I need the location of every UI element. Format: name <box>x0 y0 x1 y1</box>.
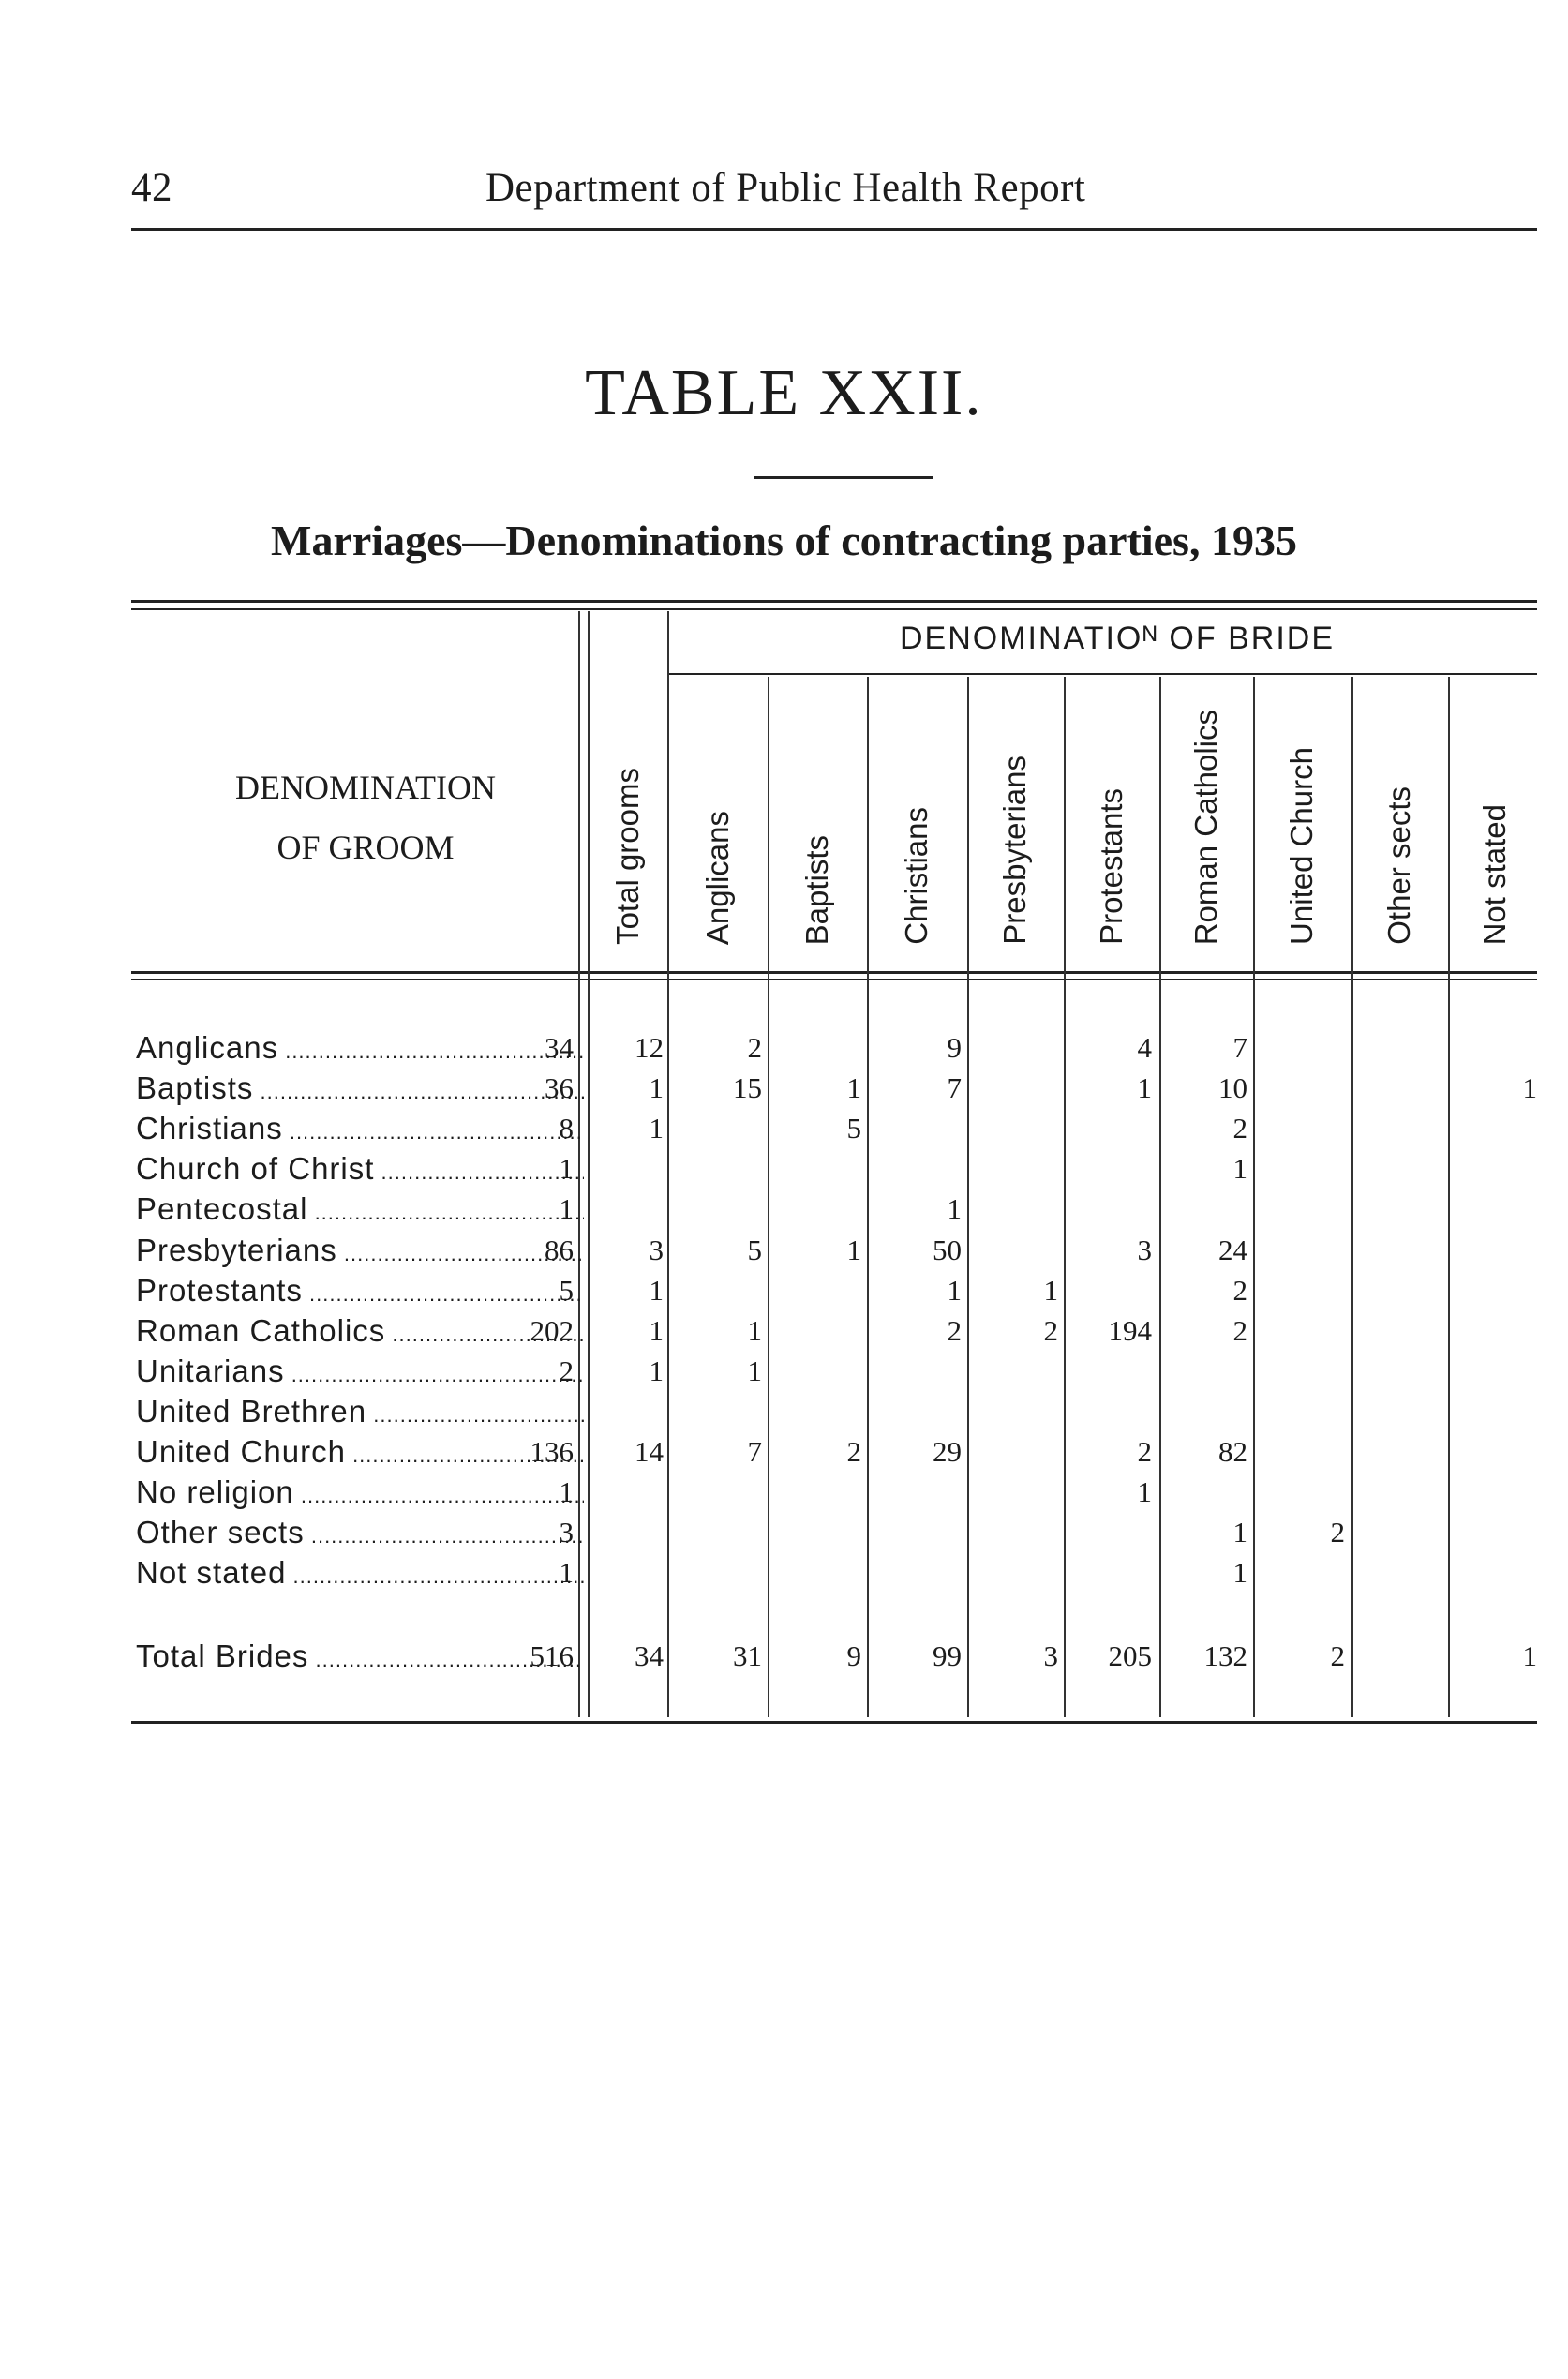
table-cell: 15 <box>733 1071 762 1104</box>
table-cell: 2 <box>1137 1435 1152 1468</box>
table-cell: 2 <box>1232 1314 1247 1347</box>
table-row <box>0 1027 1568 1069</box>
table-cell <box>1163 1351 1247 1392</box>
table-cell <box>1453 1148 1537 1190</box>
table-cell <box>974 1472 1058 1513</box>
table-cell <box>1261 1148 1345 1190</box>
table-cell: 516 <box>530 1639 574 1672</box>
table-cell: 99 <box>933 1639 962 1672</box>
table-cell <box>974 1189 1058 1230</box>
table-cell: 5 <box>846 1112 861 1145</box>
table-cell: 2 <box>1330 1516 1345 1549</box>
table-cell <box>974 1512 1058 1553</box>
table-cell <box>1068 1108 1152 1149</box>
row-label: Protestants ..... <box>136 1270 584 1311</box>
table-cell <box>1453 1270 1537 1311</box>
table-cell: 1 <box>1137 1475 1152 1508</box>
table-cell: 194 <box>1108 1314 1152 1347</box>
table-row <box>0 1189 1568 1230</box>
table-row <box>0 1148 1568 1190</box>
table-cell <box>877 1108 962 1149</box>
table-cell <box>1261 1472 1345 1513</box>
table-cell: 7 <box>947 1071 962 1104</box>
table-cell <box>877 1391 962 1432</box>
table-cell <box>777 1351 861 1392</box>
table-cell <box>1453 1552 1537 1593</box>
table-row <box>0 1108 1568 1149</box>
row-label: Presbyterians ..... <box>136 1230 584 1271</box>
table-cell <box>678 1108 762 1149</box>
row-label: Other sects ..... <box>136 1512 584 1553</box>
table-row <box>0 1512 1568 1553</box>
table-cell <box>678 1270 762 1311</box>
column-header-label: Anglicans <box>700 810 735 945</box>
bride-header-rule <box>669 673 1537 675</box>
table-cell <box>877 1512 962 1553</box>
table-row <box>0 1351 1568 1392</box>
table-cell: 1 <box>559 1556 574 1589</box>
table-cell <box>877 1351 962 1392</box>
table-cell <box>1068 1512 1152 1553</box>
column-header-label: Christians <box>899 807 933 945</box>
table-cell: 5 <box>559 1274 574 1307</box>
table-cell <box>974 1027 1058 1069</box>
column-header-label: Other sects <box>1381 786 1416 945</box>
column-header-label: Presbyterians <box>997 756 1032 945</box>
column-header-baptists <box>770 835 864 945</box>
table-row <box>0 1552 1568 1593</box>
row-label: Pentecostal ..... <box>136 1189 584 1230</box>
table-cell <box>1068 1270 1152 1311</box>
table-cell: 1 <box>559 1152 574 1185</box>
row-label: Not stated ..... <box>136 1552 584 1593</box>
table-cell: 9 <box>846 1639 861 1672</box>
column-header-other-sects <box>1352 786 1446 945</box>
table-cell <box>579 1472 664 1513</box>
table-cell: 2 <box>947 1314 962 1347</box>
row-label: United Brethren ..... <box>136 1391 584 1432</box>
table-cell <box>1261 1310 1345 1352</box>
table-cell <box>1261 1108 1345 1149</box>
table-cell: 136 <box>530 1435 574 1468</box>
table-cell: 1 <box>1137 1071 1152 1104</box>
row-label: Christians ..... <box>136 1108 584 1149</box>
table-cell <box>579 1512 664 1553</box>
row-label: Total Brides ..... <box>136 1636 584 1677</box>
table-cell <box>974 1351 1058 1392</box>
table-cell <box>1453 1108 1537 1149</box>
table-cell: 1 <box>1043 1274 1058 1307</box>
table-cell <box>1453 1512 1537 1553</box>
table-bottom-rule <box>131 1721 1537 1724</box>
column-header-protestants <box>1065 788 1158 945</box>
table-cell <box>1453 1472 1537 1513</box>
table-cell: 2 <box>559 1354 574 1387</box>
table-cell: 2 <box>1043 1314 1058 1347</box>
table-row <box>0 1431 1568 1473</box>
row-label: Anglicans ..... <box>136 1027 584 1069</box>
table-cell <box>974 1431 1058 1473</box>
groom-header-line: DENOMINATION <box>235 769 496 806</box>
groom-denomination-header <box>178 757 553 877</box>
table-cell <box>579 1148 664 1190</box>
table-cell <box>777 1512 861 1553</box>
table-cell <box>579 1552 664 1593</box>
header-bottom-rule <box>131 971 1537 974</box>
table-cell: 5 <box>747 1234 762 1266</box>
table-cell: 29 <box>933 1435 962 1468</box>
table-cell: 14 <box>635 1435 664 1468</box>
table-cell <box>1261 1391 1345 1432</box>
table-cell <box>974 1230 1058 1271</box>
row-label: Roman Catholics ..... <box>136 1310 584 1352</box>
table-cell: 1 <box>649 1314 664 1347</box>
table-cell: 205 <box>1108 1639 1152 1672</box>
table-cell: 1 <box>649 1112 664 1145</box>
table-cell: 1 <box>1232 1516 1247 1549</box>
table-cell: 2 <box>1330 1639 1345 1672</box>
table-cell <box>489 1391 574 1432</box>
table-cell: 1 <box>947 1192 962 1225</box>
table-cell <box>1163 1189 1247 1230</box>
column-header-united-church <box>1255 747 1349 945</box>
column-header-label: Baptists <box>799 834 834 945</box>
column-header-label: Roman Catholics <box>1188 709 1223 945</box>
table-cell <box>877 1472 962 1513</box>
table-cell <box>678 1391 762 1432</box>
row-label: Unitarians ..... <box>136 1351 584 1392</box>
column-header-label: Protestants <box>1094 788 1128 945</box>
groom-header-line: OF GROOM <box>276 829 455 866</box>
table-cell <box>777 1552 861 1593</box>
table-cell <box>1261 1230 1345 1271</box>
table-cell <box>1068 1189 1152 1230</box>
table-cell <box>777 1148 861 1190</box>
table-cell <box>678 1189 762 1230</box>
table-cell: 24 <box>1218 1234 1247 1266</box>
table-cell: 34 <box>635 1639 664 1672</box>
column-header-anglicans <box>671 811 765 945</box>
table-cell: 4 <box>1137 1031 1152 1064</box>
column-header-presbyterians <box>968 756 1062 945</box>
table-cell <box>1261 1068 1345 1109</box>
table-cell: 7 <box>1232 1031 1247 1064</box>
table-cell <box>579 1189 664 1230</box>
table-cell <box>1068 1148 1152 1190</box>
table-cell <box>877 1552 962 1593</box>
table-cell <box>777 1189 861 1230</box>
header-bottom-rule-second <box>131 979 1537 980</box>
table-row <box>0 1472 1568 1513</box>
table-cell: 1 <box>947 1274 962 1307</box>
table-cell: 2 <box>1232 1274 1247 1307</box>
table-cell <box>877 1148 962 1190</box>
row-label: Baptists ..... <box>136 1068 584 1109</box>
table-cell: 1 <box>1522 1639 1537 1672</box>
table-cell <box>678 1472 762 1513</box>
table-cell: 1 <box>649 1274 664 1307</box>
table-cell <box>1261 1270 1345 1311</box>
table-top-rule <box>131 600 1537 603</box>
table-cell: 36 <box>545 1071 574 1104</box>
table-cell <box>678 1512 762 1553</box>
table-cell <box>1453 1310 1537 1352</box>
table-title: TABLE XXII. <box>585 357 983 429</box>
table-cell: 1 <box>1232 1556 1247 1589</box>
table-cell <box>974 1148 1058 1190</box>
table-cell: 10 <box>1218 1071 1247 1104</box>
table-cell <box>974 1108 1058 1149</box>
table-top-rule-second <box>131 608 1537 610</box>
table-cell <box>974 1068 1058 1109</box>
table-cell: 1 <box>559 1475 574 1508</box>
table-cell: 50 <box>933 1234 962 1266</box>
page-number: 42 <box>131 166 172 210</box>
table-cell: 1 <box>846 1234 861 1266</box>
column-header-label: Not stated <box>1477 803 1512 945</box>
table-cell <box>1068 1391 1152 1432</box>
table-cell <box>777 1027 861 1069</box>
row-label: United Church ..... <box>136 1431 584 1473</box>
table-cell <box>777 1472 861 1513</box>
table-cell: 1 <box>846 1071 861 1104</box>
table-cell: 12 <box>635 1031 664 1064</box>
table-cell <box>579 1391 664 1432</box>
table-cell: 132 <box>1203 1639 1247 1672</box>
table-cell: 1 <box>747 1354 762 1387</box>
table-cell <box>974 1391 1058 1432</box>
table-cell: 3 <box>559 1516 574 1549</box>
table-cell: 2 <box>1232 1112 1247 1145</box>
table-cell <box>777 1391 861 1432</box>
table-cell <box>974 1552 1058 1593</box>
table-cell <box>1068 1552 1152 1593</box>
table-cell <box>777 1270 861 1311</box>
table-row <box>0 1270 1568 1311</box>
table-cell: 9 <box>947 1031 962 1064</box>
table-cell: 1 <box>559 1192 574 1225</box>
table-cell: 3 <box>649 1234 664 1266</box>
table-cell: 2 <box>846 1435 861 1468</box>
column-header-christians <box>870 807 963 945</box>
table-cell <box>1261 1027 1345 1069</box>
table-cell: 7 <box>747 1435 762 1468</box>
table-cell <box>1261 1552 1345 1593</box>
column-header-roman-catholics <box>1159 710 1253 945</box>
table-cell: 1 <box>1522 1071 1537 1104</box>
table-cell: 86 <box>545 1234 574 1266</box>
table-subtitle: Marriages—Denominations of contracting parties, 1935 <box>271 516 1297 564</box>
table-cell: 1 <box>649 1354 664 1387</box>
running-title: Department of Public Health Report <box>485 166 1086 210</box>
table-cell: 202 <box>530 1314 574 1347</box>
table-cell <box>1453 1391 1537 1432</box>
column-header-total-grooms <box>581 768 675 945</box>
table-cell <box>1068 1351 1152 1392</box>
table-cell <box>1453 1027 1537 1069</box>
table-row <box>0 1068 1568 1109</box>
table-row <box>0 1310 1568 1352</box>
table-cell: 1 <box>649 1071 664 1104</box>
table-cell <box>1453 1189 1537 1230</box>
table-cell: 31 <box>733 1639 762 1672</box>
table-cell: 8 <box>559 1112 574 1145</box>
table-cell <box>1163 1391 1247 1432</box>
table-cell: 3 <box>1043 1639 1058 1672</box>
table-cell <box>1453 1230 1537 1271</box>
row-label: No religion ..... <box>136 1472 584 1513</box>
table-cell: 2 <box>747 1031 762 1064</box>
table-cell <box>777 1310 861 1352</box>
bride-denomination-header: DENOMINATIOᴺ OF BRIDE <box>899 621 1335 656</box>
table-cell: 3 <box>1137 1234 1152 1266</box>
table-row <box>0 1391 1568 1432</box>
table-cell <box>1261 1431 1345 1473</box>
column-header-label: Total grooms <box>610 768 645 945</box>
row-label: Church of Christ ..... <box>136 1148 584 1190</box>
table-cell: 1 <box>1232 1152 1247 1185</box>
table-cell <box>1453 1431 1537 1473</box>
table-row <box>0 1230 1568 1271</box>
table-cell <box>678 1148 762 1190</box>
table-cell <box>1261 1189 1345 1230</box>
table-cell: 34 <box>545 1031 574 1064</box>
column-header-label: United Church <box>1284 747 1319 945</box>
table-cell: 1 <box>747 1314 762 1347</box>
table-cell <box>678 1552 762 1593</box>
column-header-not-stated <box>1448 804 1542 945</box>
table-cell <box>1453 1351 1537 1392</box>
table-cell: 82 <box>1218 1435 1247 1468</box>
total-row <box>0 1636 1568 1677</box>
table-cell <box>1163 1472 1247 1513</box>
table-cell <box>1261 1351 1345 1392</box>
